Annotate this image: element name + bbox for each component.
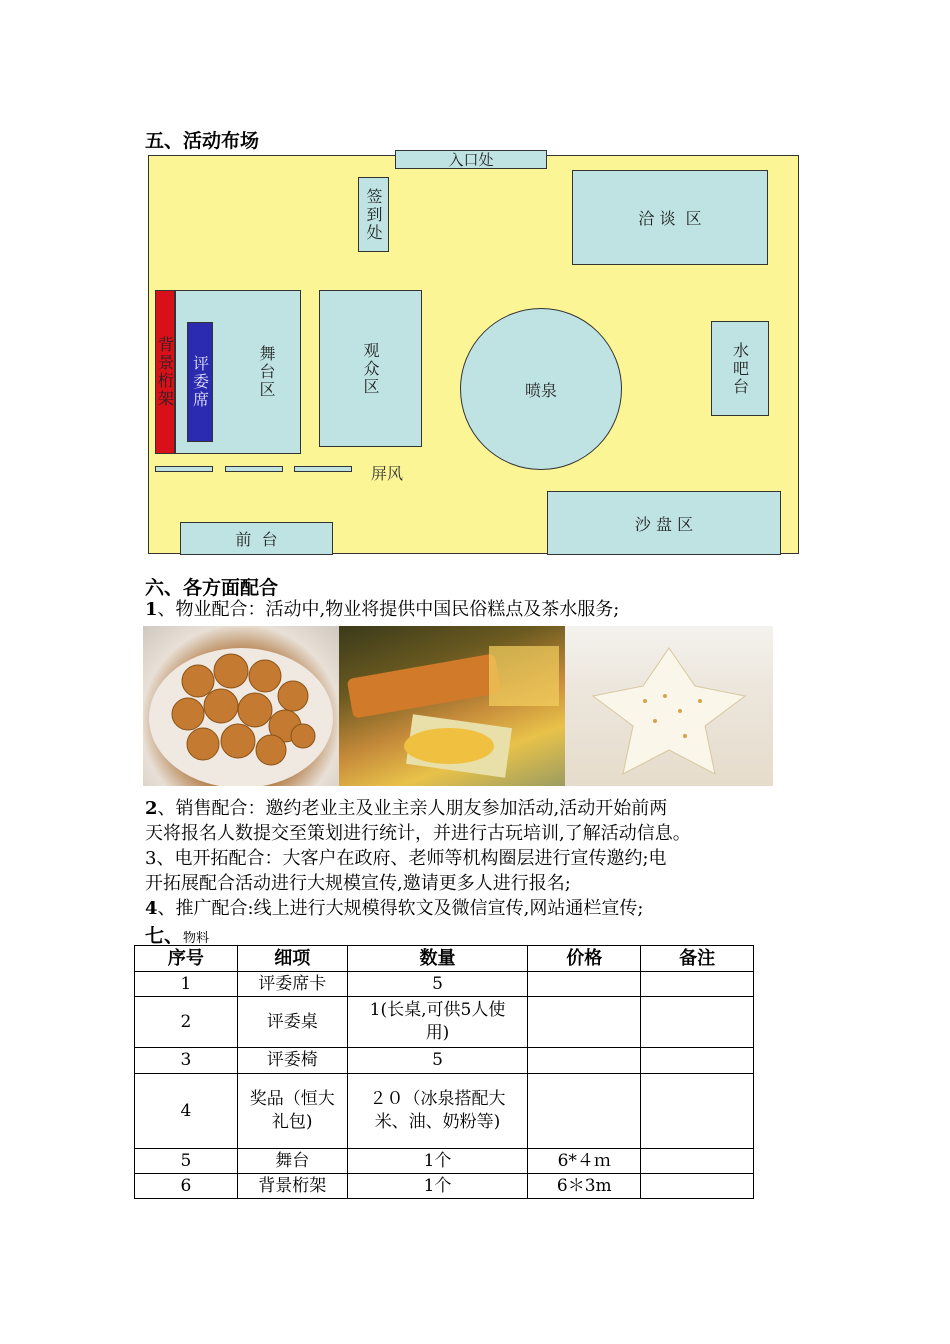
- cell-no: 1: [135, 972, 238, 997]
- item-1-text: 、物业配合：活动中,物业将提供中国民俗糕点及茶水服务;: [157, 599, 620, 620]
- entrance-zone: 入口处: [395, 150, 547, 169]
- section5-heading: 五、活动布场: [145, 130, 260, 152]
- cell-note: [641, 997, 754, 1048]
- table-row: [135, 1149, 754, 1174]
- cell-price: [528, 972, 641, 997]
- screen-panel-3: [294, 466, 352, 472]
- osmanthus-jelly-photo: [565, 626, 773, 786]
- cell-qty: 1(长桌,可供5人使用): [347, 997, 528, 1048]
- screen-label: 屏风: [371, 464, 404, 483]
- item-1-number: 1: [145, 599, 158, 620]
- cell-qty: 1个: [347, 1149, 528, 1174]
- item-2-paragraph: [145, 796, 667, 822]
- item-2-line1: 、销售配合：邀约老业主及业主亲人朋友参加活动,活动开始前两: [157, 798, 668, 819]
- cell-note: [641, 1074, 754, 1149]
- item-2-number: 2: [145, 798, 158, 819]
- water-bar: 水吧台: [711, 321, 769, 416]
- table-row: [135, 1074, 754, 1149]
- cell-item: 舞台: [237, 1149, 347, 1174]
- item-3-line2: 开拓展配合活动进行大规模宣传,邀请更多人进行报名;: [145, 873, 571, 894]
- sesame-pastry-photo: [143, 626, 339, 786]
- cell-qty: ２０（冰泉搭配大米、油、奶粉等): [347, 1074, 528, 1149]
- cell-price: [528, 997, 641, 1048]
- table-row: [135, 972, 754, 997]
- header-no: 序号: [135, 946, 238, 972]
- negotiation-zone: 洽 谈 区: [572, 170, 768, 265]
- signin-zone: 签到处: [358, 177, 389, 252]
- sesame-pastry-image: [143, 626, 339, 786]
- venue-layout-plan: [148, 151, 799, 554]
- cell-no: 3: [135, 1048, 238, 1074]
- cell-price: [528, 1074, 641, 1149]
- table-row: [135, 1048, 754, 1074]
- cell-price: 6＊3m: [528, 1174, 641, 1199]
- cell-price: 6*４ｍ: [528, 1149, 641, 1174]
- cell-note: [641, 972, 754, 997]
- pineapple-cake-photo: [339, 626, 565, 786]
- item-4-paragraph: [145, 896, 643, 922]
- cell-item: 背景桁架: [237, 1174, 347, 1199]
- section7-heading-main: 七、: [145, 925, 184, 947]
- section7-heading: [145, 921, 209, 948]
- cell-item: 评委席卡: [237, 972, 347, 997]
- fountain: 喷泉: [460, 308, 622, 470]
- cell-no: 5: [135, 1149, 238, 1174]
- cell-no: 4: [135, 1074, 238, 1149]
- section6-heading: 六、各方面配合: [145, 577, 279, 599]
- item-4-text: 、推广配合:线上进行大规模得软文及微信宣传,网站通栏宣传;: [157, 898, 644, 919]
- table-row: [135, 1174, 754, 1199]
- cell-item: 评委椅: [237, 1048, 347, 1074]
- osmanthus-jelly-image: [565, 626, 773, 786]
- stage-label: 舞台区: [257, 345, 276, 399]
- table-header-row: [135, 946, 754, 972]
- item-1-paragraph: [145, 597, 619, 623]
- backdrop-truss: 背景桁架: [155, 290, 175, 454]
- item-2-line2: 天将报名人数提交至策划进行统计，并进行古玩培训,了解活动信息。: [145, 823, 691, 844]
- item-4-number: 4: [145, 898, 158, 919]
- table-row: [135, 997, 754, 1048]
- cell-note: [641, 1174, 754, 1199]
- header-note: 备注: [641, 946, 754, 972]
- cell-item: 评委桌: [237, 997, 347, 1048]
- sand-table-zone: 沙 盘 区: [547, 491, 781, 555]
- cell-no: 6: [135, 1174, 238, 1199]
- cell-no: 2: [135, 997, 238, 1048]
- materials-table: [134, 945, 754, 1199]
- cell-price: [528, 1048, 641, 1074]
- screen-panel-1: [155, 466, 213, 472]
- section7-heading-small: 物料: [183, 931, 210, 946]
- screen-panel-2: [225, 466, 283, 472]
- item-3-line1: 3、电开拓配合：大客户在政府、老师等机构圈层进行宣传邀约;电: [145, 848, 667, 869]
- audience-zone: 观众区: [319, 290, 422, 447]
- cell-note: [641, 1048, 754, 1074]
- judges-seat: 评委席: [187, 322, 213, 442]
- header-item: 细项: [237, 946, 347, 972]
- front-desk: 前 台: [180, 522, 333, 555]
- header-price: 价格: [528, 946, 641, 972]
- cell-item: 奖品（恒大礼包): [237, 1074, 347, 1149]
- cell-qty: 1个: [347, 1174, 528, 1199]
- cell-qty: 5: [347, 972, 528, 997]
- pineapple-cake-image: [339, 626, 565, 786]
- header-qty: 数量: [347, 946, 528, 972]
- cell-qty: 5: [347, 1048, 528, 1074]
- cell-note: [641, 1149, 754, 1174]
